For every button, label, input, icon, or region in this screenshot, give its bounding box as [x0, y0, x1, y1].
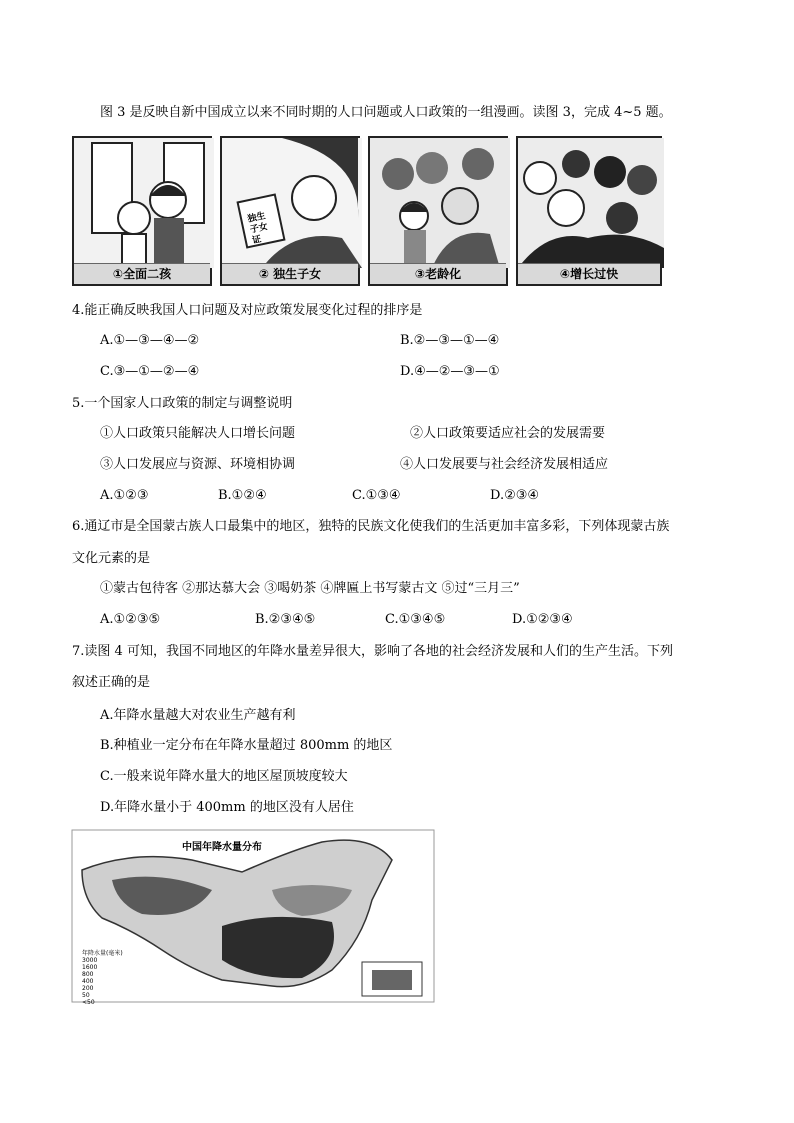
q7-stem-line2: 叙述正确的是 [72, 675, 151, 690]
comic-panel-2 [220, 136, 360, 286]
comic-panel-3 [368, 136, 508, 286]
intro-text: 图 3 是反映自新中国成立以来不同时期的人口问题或人口政策的一组漫画。读图 3，完成 4~5 题。 [100, 105, 672, 120]
q5-option-c: C.①③④ [352, 488, 401, 503]
q4-option-c: C.③—①—②—④ [100, 364, 200, 379]
aging-illustration [370, 138, 510, 268]
map-legend-item: 400 [82, 978, 94, 985]
q5-stem: 5.一个国家人口政策的制定与调整说明 [72, 396, 293, 411]
q4-stem: 4.能正确反映我国人口问题及对应政策发展变化过程的排序是 [72, 303, 423, 318]
q5-item-3: ③人口发展应与资源、环境相协调 [100, 457, 296, 472]
certificate-text: 独生子女证 [246, 211, 269, 247]
comic-strip [72, 136, 662, 286]
q6-stem-line1: 6.通辽市是全国蒙古族人口最集中的地区，独特的民族文化使我们的生活更加丰富多彩，下列体现蒙古族 [72, 519, 670, 534]
map-legend-item: 3000 [82, 957, 98, 964]
q5-option-d: D.②③④ [490, 488, 540, 503]
map-legend-item: 200 [82, 985, 94, 992]
q7-option-b: B.种植业一定分布在年降水量超过 800mm 的地区 [100, 738, 393, 753]
one-child-illustration [222, 138, 362, 268]
comic-caption-1: ①全面二孩 [74, 263, 210, 284]
map-legend [82, 950, 123, 1006]
q6-items: ①蒙古包待客 ②那达慕大会 ③喝奶茶 ④牌匾上书写蒙古文 ⑤过“三月三” [100, 581, 520, 596]
precipitation-map [72, 830, 434, 1006]
q6-stem-line2: 文化元素的是 [72, 551, 151, 566]
q7-option-a: A.年降水量越大对农业生产越有利 [100, 708, 296, 723]
crowd-illustration [518, 138, 664, 268]
comic-caption-2: ② 独生子女 [222, 263, 358, 284]
q5-item-4: ④人口发展要与社会经济发展相适应 [400, 457, 609, 472]
q4-option-d: D.④—②—③—① [400, 364, 500, 379]
china-map-graphic [72, 830, 434, 1002]
q5-option-b: B.①②④ [218, 488, 267, 503]
q5-item-2: ②人口政策要适应社会的发展需要 [410, 426, 606, 441]
map-legend-title: 年降水量(毫米) [82, 950, 123, 957]
q4-option-a: A.①—③—④—② [100, 333, 200, 348]
q6-option-b: B.②③④⑤ [255, 612, 316, 627]
q6-option-a: A.①②③⑤ [100, 612, 161, 627]
q7-option-c: C.一般来说年降水量大的地区屋顶坡度较大 [100, 769, 348, 784]
map-legend-item: 800 [82, 971, 94, 978]
comic-panel-1 [72, 136, 212, 286]
comic-panel-4 [516, 136, 662, 286]
q5-item-1: ①人口政策只能解决人口增长问题 [100, 426, 296, 441]
q4-option-b: B.②—③—①—④ [400, 333, 500, 348]
map-legend-item: 1600 [82, 964, 98, 971]
q5-option-a: A.①②③ [100, 488, 149, 503]
family-illustration [74, 138, 214, 268]
q7-option-d: D.年降水量小于 400mm 的地区没有人居住 [100, 800, 354, 815]
q6-option-c: C.①③④⑤ [385, 612, 446, 627]
comic-caption-4: ④增长过快 [518, 263, 660, 284]
map-legend-item: 50 [82, 992, 90, 999]
comic-caption-3: ③老龄化 [370, 263, 506, 284]
q7-stem-line1: 7.读图 4 可知，我国不同地区的年降水量差异很大，影响了各地的社会经济发展和人们的生产生活。下列 [72, 644, 673, 659]
map-title: 中国年降水量分布 [182, 842, 262, 853]
q6-option-d: D.①②③④ [512, 612, 573, 627]
map-legend-item: <50 [82, 999, 95, 1006]
